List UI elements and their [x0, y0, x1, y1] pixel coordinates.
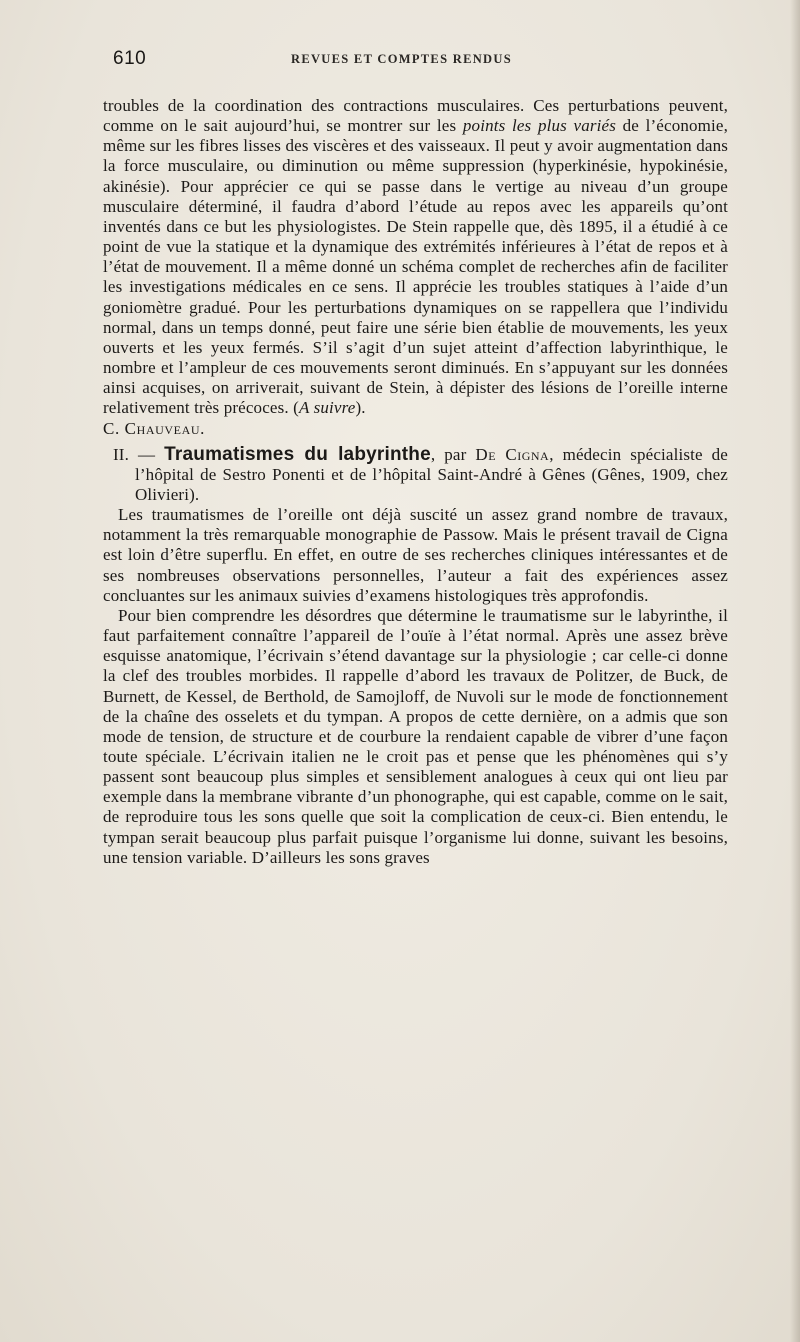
review-heading: [103, 445, 728, 505]
review-title: Traumatismes du labyrinthe: [164, 443, 431, 465]
review-number: II. —: [113, 444, 165, 464]
paragraph1-text-c: ).: [355, 398, 366, 418]
page-number: 610: [113, 48, 147, 69]
paragraph1-text-b: de l’économie, même sur les fibres lisses des viscères et des vaisseaux. Il peut y avoir augmentation dans la force musculaire, ou diminution ou même suppression (hyperkinésie, hypokinésie, akinésie). Pour apprécier ce qui se passe dans le vertige au niveau d’un groupe musculaire déterminé, il faudra d’abord l’étude au repos avec les appareils qu’ont inventés dans ce but les physiologistes. De Stein rappelle que, dès 1895, il a étudié à ce point de vue la statique et la dynamique des extrémités inférieures à l’état de repos et à l’état de mouvement. Il a même donné un schéma complet de recherches afin de faciliter les investigations médicales en ce sens. Il apprécie les troubles statiques à l’aide d’un goniomètre gradué. Pour les perturbations dynamiques on se rappellera que l’individu normal, dans un temps donné, peut faire une série bien établie de mouvements, les yeux ouverts et les yeux fermés. S’il s’agit d’un sujet atteint d’affection labyrinthique, le nombre et l’ampleur de ces mouvements seront diminués. En s’appuyant sur les données ainsi acquises, on arriverait, suivant de Stein, à dépister des lésions de l’oreille interne relativement très précoces. (: [103, 116, 728, 418]
review-signature: C. Chauveau.: [103, 418, 205, 438]
paragraph-physiologie: Pour bien comprendre les désordres que détermine le traumatisme sur le labyrinthe, il faut parfaitement connaître l’appareil de l’ouïe à l’état normal. Après une assez brève esquisse anatomique, l’écrivain s’étend davantage sur la physiologie ; car celle-ci donne la clef des troubles morbides. Il rappelle d’abord les travaux de Politzer, de Buck, de Burnett, de Kessel, de Berthold, de Samojloff, de Nuvoli sur le mode de fonctionnement de la chaîne des osselets et du tympan. A propos de cette dernière, on a admis que son mode de tension, de structure et de courbure la rendaient capable de vibrer d’une façon toute spéciale. L’écrivain italien ne le croit pas et pense que les phénomènes qui s’y passent sont beaucoup plus simples et sensiblement analogues à ceux qui ont lieu par exemple dans la membrane vibrante d’un phonographe, qui est capable, comme on le sait, de reproduire tous les sons quelle que soit la complication de ceux-ci. Bien entendu, le tympan serait beaucoup plus parfait puisque l’organisme lui donne, suivant les besoins, une tension variable. D’ailleurs les sons graves: [103, 605, 728, 867]
paragraph-traumatismes: Les traumatismes de l’oreille ont déjà suscité un assez grand nombre de travaux, notamment la très remarquable monographie de Passow. Mais le présent travail de Cigna est loin d’être superflu. En effet, en outre de ses recherches cliniques intéressantes et de ses nombreuses observations personnelles, l’auteur a fait des expériences assez concluantes sur les animaux suivies d’examens histologiques très approfondis.: [103, 505, 728, 605]
page-header: [113, 48, 729, 74]
running-head: REVUES ET COMPTES RENDUS: [291, 52, 512, 66]
paragraph1-italic-b: A suivre: [298, 398, 356, 418]
review-author: De Cigna: [475, 444, 550, 464]
page-edge-shadow: [790, 0, 800, 1342]
paragraph1-text-a: troubles de la coordination des contractions musculaires. Ces perturbations peuvent, comme on le sait aujourd’hui, se montrer sur les: [103, 96, 728, 136]
body-text: [103, 96, 728, 868]
review-details: , médecin spécialiste de l’hôpital de Sestro Ponenti et de l’hôpital Saint-André à Gênes (Gênes, 1909, chez Olivieri).: [135, 444, 728, 504]
review-by: , par: [430, 444, 476, 464]
paragraph-continued: [103, 96, 728, 419]
paragraph1-italic-a: points les plus variés: [462, 116, 616, 136]
